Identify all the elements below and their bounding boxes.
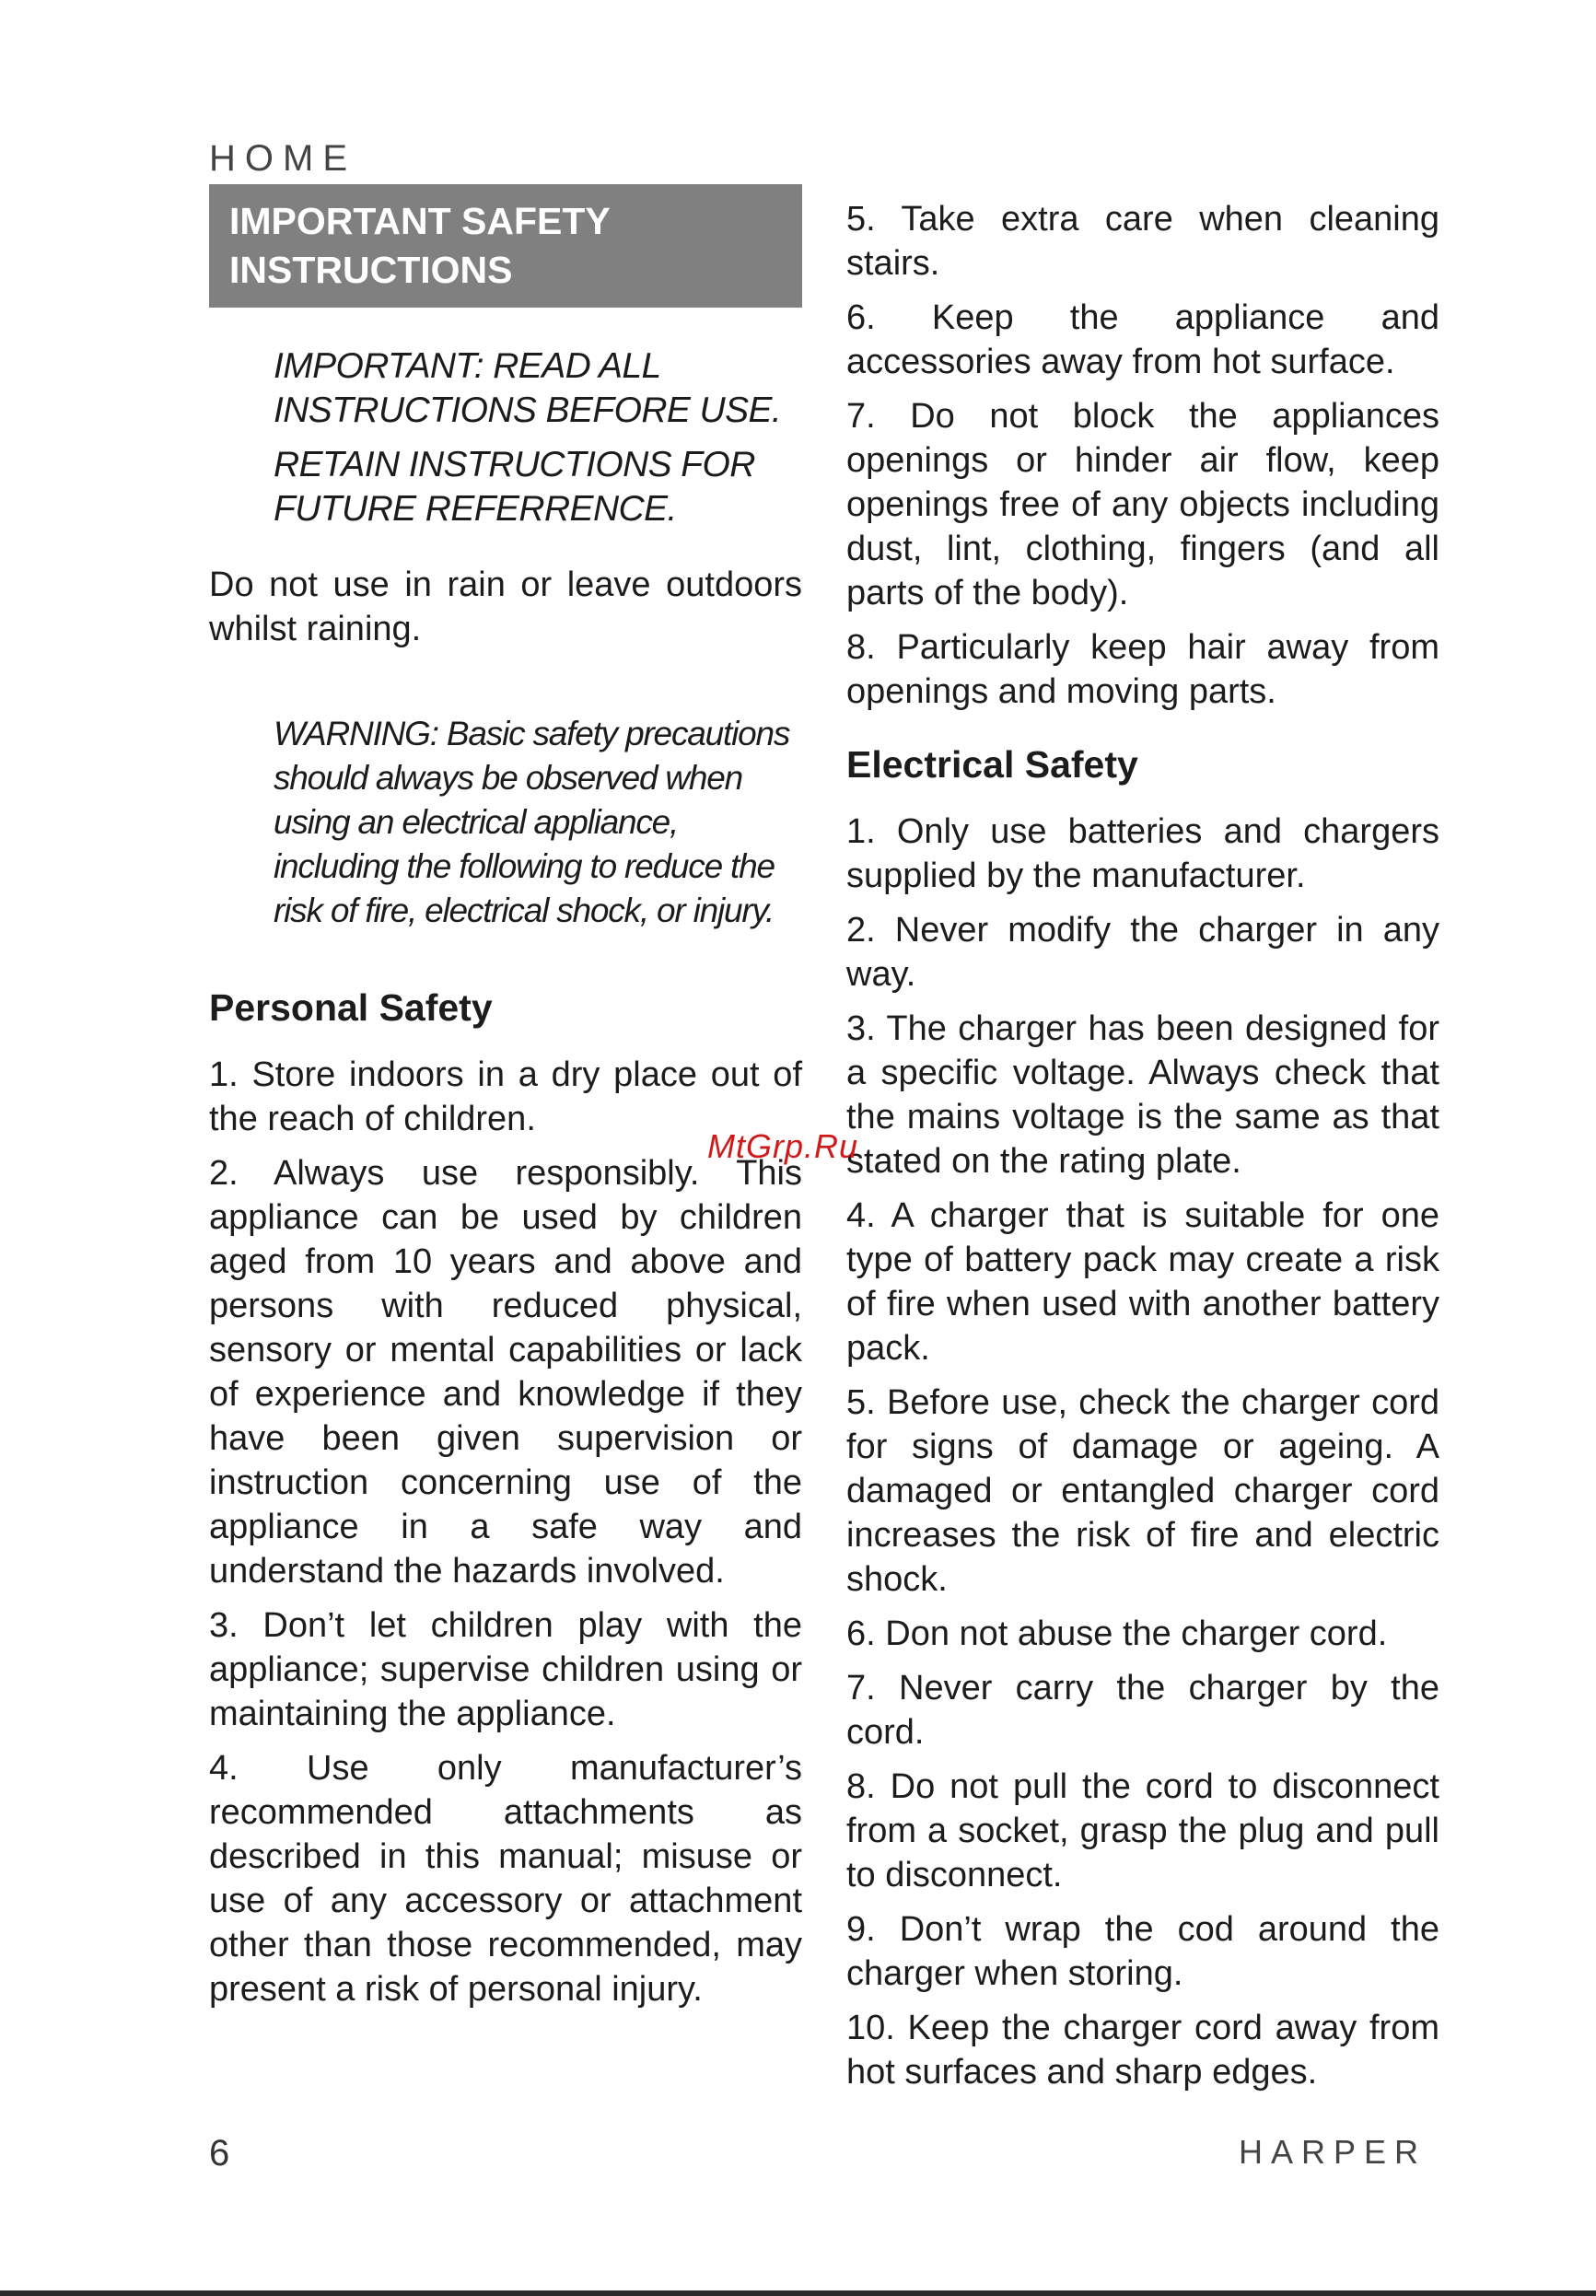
right-column (846, 197, 1439, 2104)
list-item: 3. The charger has been designed for a specific voltage. Always check that the mains voltage is the same as that stated on the rating plate. (846, 1009, 1439, 1181)
left-column (209, 184, 802, 2022)
list-item: 5. Before use, check the charger cord for signs of damage or ageing. A damaged or entangled charger cord increases the risk of fire and electric shock. (846, 1383, 1439, 1599)
personal-safety-heading: Personal Safety (209, 986, 493, 1029)
safety-title-line2: INSTRUCTIONS (229, 249, 513, 291)
brand-logo-home: HOME (209, 138, 356, 179)
safety-title-box (209, 184, 802, 308)
important-note (274, 344, 793, 531)
note-read-instructions: IMPORTANT: READ ALL INSTRUCTIONS BEFORE USE. (274, 346, 782, 430)
list-item: 8. Do not pull the cord to disconnect from a socket, grasp the plug and pull to disconnect. (846, 1767, 1439, 1894)
bottom-border (0, 2290, 1596, 2296)
list-item: 7. Never carry the charger by the cord. (846, 1669, 1439, 1752)
safety-title-line1: IMPORTANT SAFETY (229, 200, 611, 242)
note-retain-instructions: RETAIN INSTRUCTIONS FOR FUTURE REFERRENCE. (274, 445, 755, 529)
site-watermark: MtGrp.Ru (707, 1127, 859, 1165)
electrical-safety-heading: Electrical Safety (846, 743, 1138, 786)
list-item: 8. Particularly keep hair away from openings and moving parts. (846, 628, 1439, 711)
page-number: 6 (209, 2133, 230, 2174)
list-item: 5. Take extra care when cleaning stairs. (846, 200, 1439, 283)
brand-logo-harper: HARPER (1239, 2133, 1427, 2171)
list-item: 1. Store indoors in a dry place out of the reach of children. (209, 1055, 802, 1138)
rain-warning-text: Do not use in rain or leave outdoors whilst raining. (209, 565, 802, 648)
list-item: 10. Keep the charger cord away from hot surfaces and sharp edges. (846, 2009, 1439, 2092)
general-warning: WARNING: Basic safety precautions should always be observed when using an electrical appliance, including the following to reduce the risk of fire, electrical shock, or injury. (274, 715, 790, 929)
list-item: 4. A charger that is suitable for one type of battery pack may create a risk of fire when used with another battery pack. (846, 1196, 1439, 1368)
list-item: 6. Don not abuse the charger cord. (846, 1614, 1388, 1653)
list-item: 9. Don’t wrap the cod around the charger when storing. (846, 1910, 1439, 1993)
list-item: 4. Use only manufacturer’s recommended attachments as described in this manual; misuse or use of any accessory or attachment other than those recommended, may present a risk of personal injury. (209, 1749, 802, 2009)
list-item: 3. Don’t let children play with the appliance; supervise children using or maintaining the appliance. (209, 1606, 802, 1733)
list-item: 7. Do not block the appliances openings or hinder air flow, keep openings free of any objects including dust, lint, clothing, fingers (and all parts of the body). (846, 397, 1439, 612)
list-item: 2. Never modify the charger in any way. (846, 911, 1439, 994)
list-item: 1. Only use batteries and chargers supplied by the manufacturer. (846, 812, 1439, 895)
list-item: 2. Always use responsibly. This appliance can be used by children aged from 10 years and above and persons with reduced physical, sensory or mental capabilities or lack of experience and knowledge if they have been given supervision or instruction concerning use of the appliance in a safe way and understand the hazards involved. (209, 1154, 802, 1591)
list-item: 6. Keep the appliance and accessories away from hot surface. (846, 298, 1439, 381)
